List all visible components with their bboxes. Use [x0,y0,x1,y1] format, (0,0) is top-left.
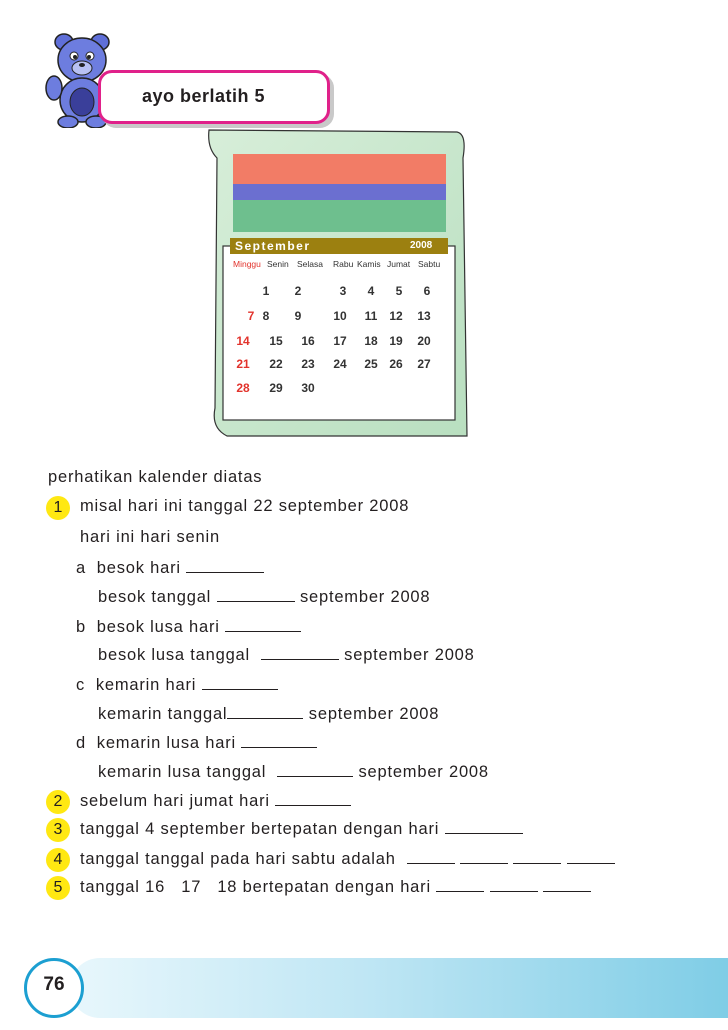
day-name: Senin [267,259,289,269]
calendar-date: 13 [417,309,431,323]
answer-blank[interactable] [567,852,615,864]
calendar-date: 3 [339,284,347,298]
calendar-date: 10 [333,309,347,323]
calendar-date: 2 [294,284,302,298]
q1b-text: besok lusa tanggal [98,646,250,664]
q1-line2: hari ini hari senin [80,528,220,546]
answer-blank[interactable] [436,880,484,892]
q1b-text-suffix: september 2008 [344,646,475,664]
calendar-date-sunday: 14 [236,334,250,348]
day-name: Sabtu [418,259,441,269]
calendar-date: 22 [269,357,283,371]
day-name: Minggu [233,259,261,269]
calendar-date: 17 [333,334,347,348]
q5-line [80,878,591,897]
answer-blank[interactable] [202,678,278,690]
calendar-band-top [233,154,446,184]
q1d-text-suffix: september 2008 [358,763,489,781]
q3-text: tanggal 4 september bertepatan dengan hari [80,820,440,838]
day-name: Rabu [333,259,354,269]
question-number-badge: 5 [46,876,70,900]
answer-blank[interactable] [261,648,339,660]
question-number-badge: 1 [46,496,70,520]
calendar-date: 25 [364,357,378,371]
footer-decoration [70,958,728,1018]
answer-blank[interactable] [241,736,317,748]
calendar-date: 9 [294,309,302,323]
q1a-text: besok tanggal [98,588,212,606]
q5-text: tanggal 16 17 18 bertepatan dengan hari [80,878,431,896]
q4-text: tanggal tanggal pada hari sabtu adalah [80,850,396,868]
item-letter: d [76,734,86,752]
intro-text: perhatikan kalender diatas [48,468,263,486]
calendar-date: 23 [301,357,315,371]
answer-blank[interactable] [225,620,301,632]
calendar-date: 26 [389,357,403,371]
answer-blank[interactable] [460,852,508,864]
calendar-date: 27 [417,357,431,371]
calendar-date: 15 [269,334,283,348]
q1c-text: kemarin hari [95,676,197,694]
calendar-date-sunday: 28 [236,381,250,395]
day-name: Jumat [387,259,411,269]
answer-blank[interactable] [217,590,295,602]
page-number: 76 [43,974,65,995]
calendar-date: 20 [417,334,431,348]
section-title: ayo berlatih 5 [142,86,266,106]
calendar-date: 18 [364,334,378,348]
calendar-date: 4 [367,284,375,298]
q2-text: sebelum hari jumat hari [80,792,270,810]
q1b-line1 [76,618,301,637]
day-name: Kamis [357,259,381,269]
question-number-badge: 2 [46,790,70,814]
q1a-text-suffix: september 2008 [299,588,431,606]
calendar-month: September [235,239,311,253]
day-name: Selasa [297,259,323,269]
item-letter: a [76,559,86,577]
answer-blank[interactable] [277,765,353,777]
calendar-date: 19 [389,334,403,348]
answer-blank[interactable] [445,822,523,834]
calendar-date: 1 [262,284,270,298]
q1d-line2 [98,763,489,782]
calendar-date: 29 [269,381,283,395]
q4-line [80,850,615,869]
calendar-date: 12 [389,309,403,323]
answer-blank[interactable] [227,707,303,719]
q2-line [80,792,351,811]
calendar-date: 11 [364,309,378,323]
question-number-badge: 4 [46,848,70,872]
q1c-line2 [98,705,439,724]
answer-blank[interactable] [513,852,561,864]
calendar-date: 5 [395,284,403,298]
answer-blank[interactable] [186,561,264,573]
q1a-line1 [76,559,264,578]
item-letter: c [76,676,86,694]
answer-blank[interactable] [407,852,455,864]
calendar-band-bottom [233,200,446,232]
item-letter: b [76,618,86,636]
q1b-line2 [98,646,475,665]
q1-line1: misal hari ini tanggal 22 september 2008 [80,497,410,515]
calendar-date-sunday: 7 [247,309,255,323]
calendar-date: 24 [333,357,347,371]
calendar-date: 8 [262,309,270,323]
calendar-date: 6 [423,284,431,298]
q1d-text: kemarin lusa hari [96,734,237,752]
answer-blank[interactable] [275,794,351,806]
q1d-line1 [76,734,317,753]
answer-blank[interactable] [543,880,591,892]
calendar-date: 16 [301,334,315,348]
question-number-badge: 3 [46,818,70,842]
q3-line [80,820,523,839]
calendar-year: 2008 [410,240,433,251]
q1a-text: besok hari [96,559,181,577]
calendar-date-sunday: 21 [236,357,250,371]
q1c-text-suffix: september 2008 [308,705,440,723]
q1c-line1 [76,676,278,695]
calendar-band-middle [233,184,446,200]
q1b-text: besok lusa hari [96,618,220,636]
q1a-line2 [98,588,430,607]
q1c-text: kemarin tanggal [98,705,228,723]
answer-blank[interactable] [490,880,538,892]
q1d-text: kemarin lusa tanggal [98,763,267,781]
calendar-date: 30 [301,381,315,395]
